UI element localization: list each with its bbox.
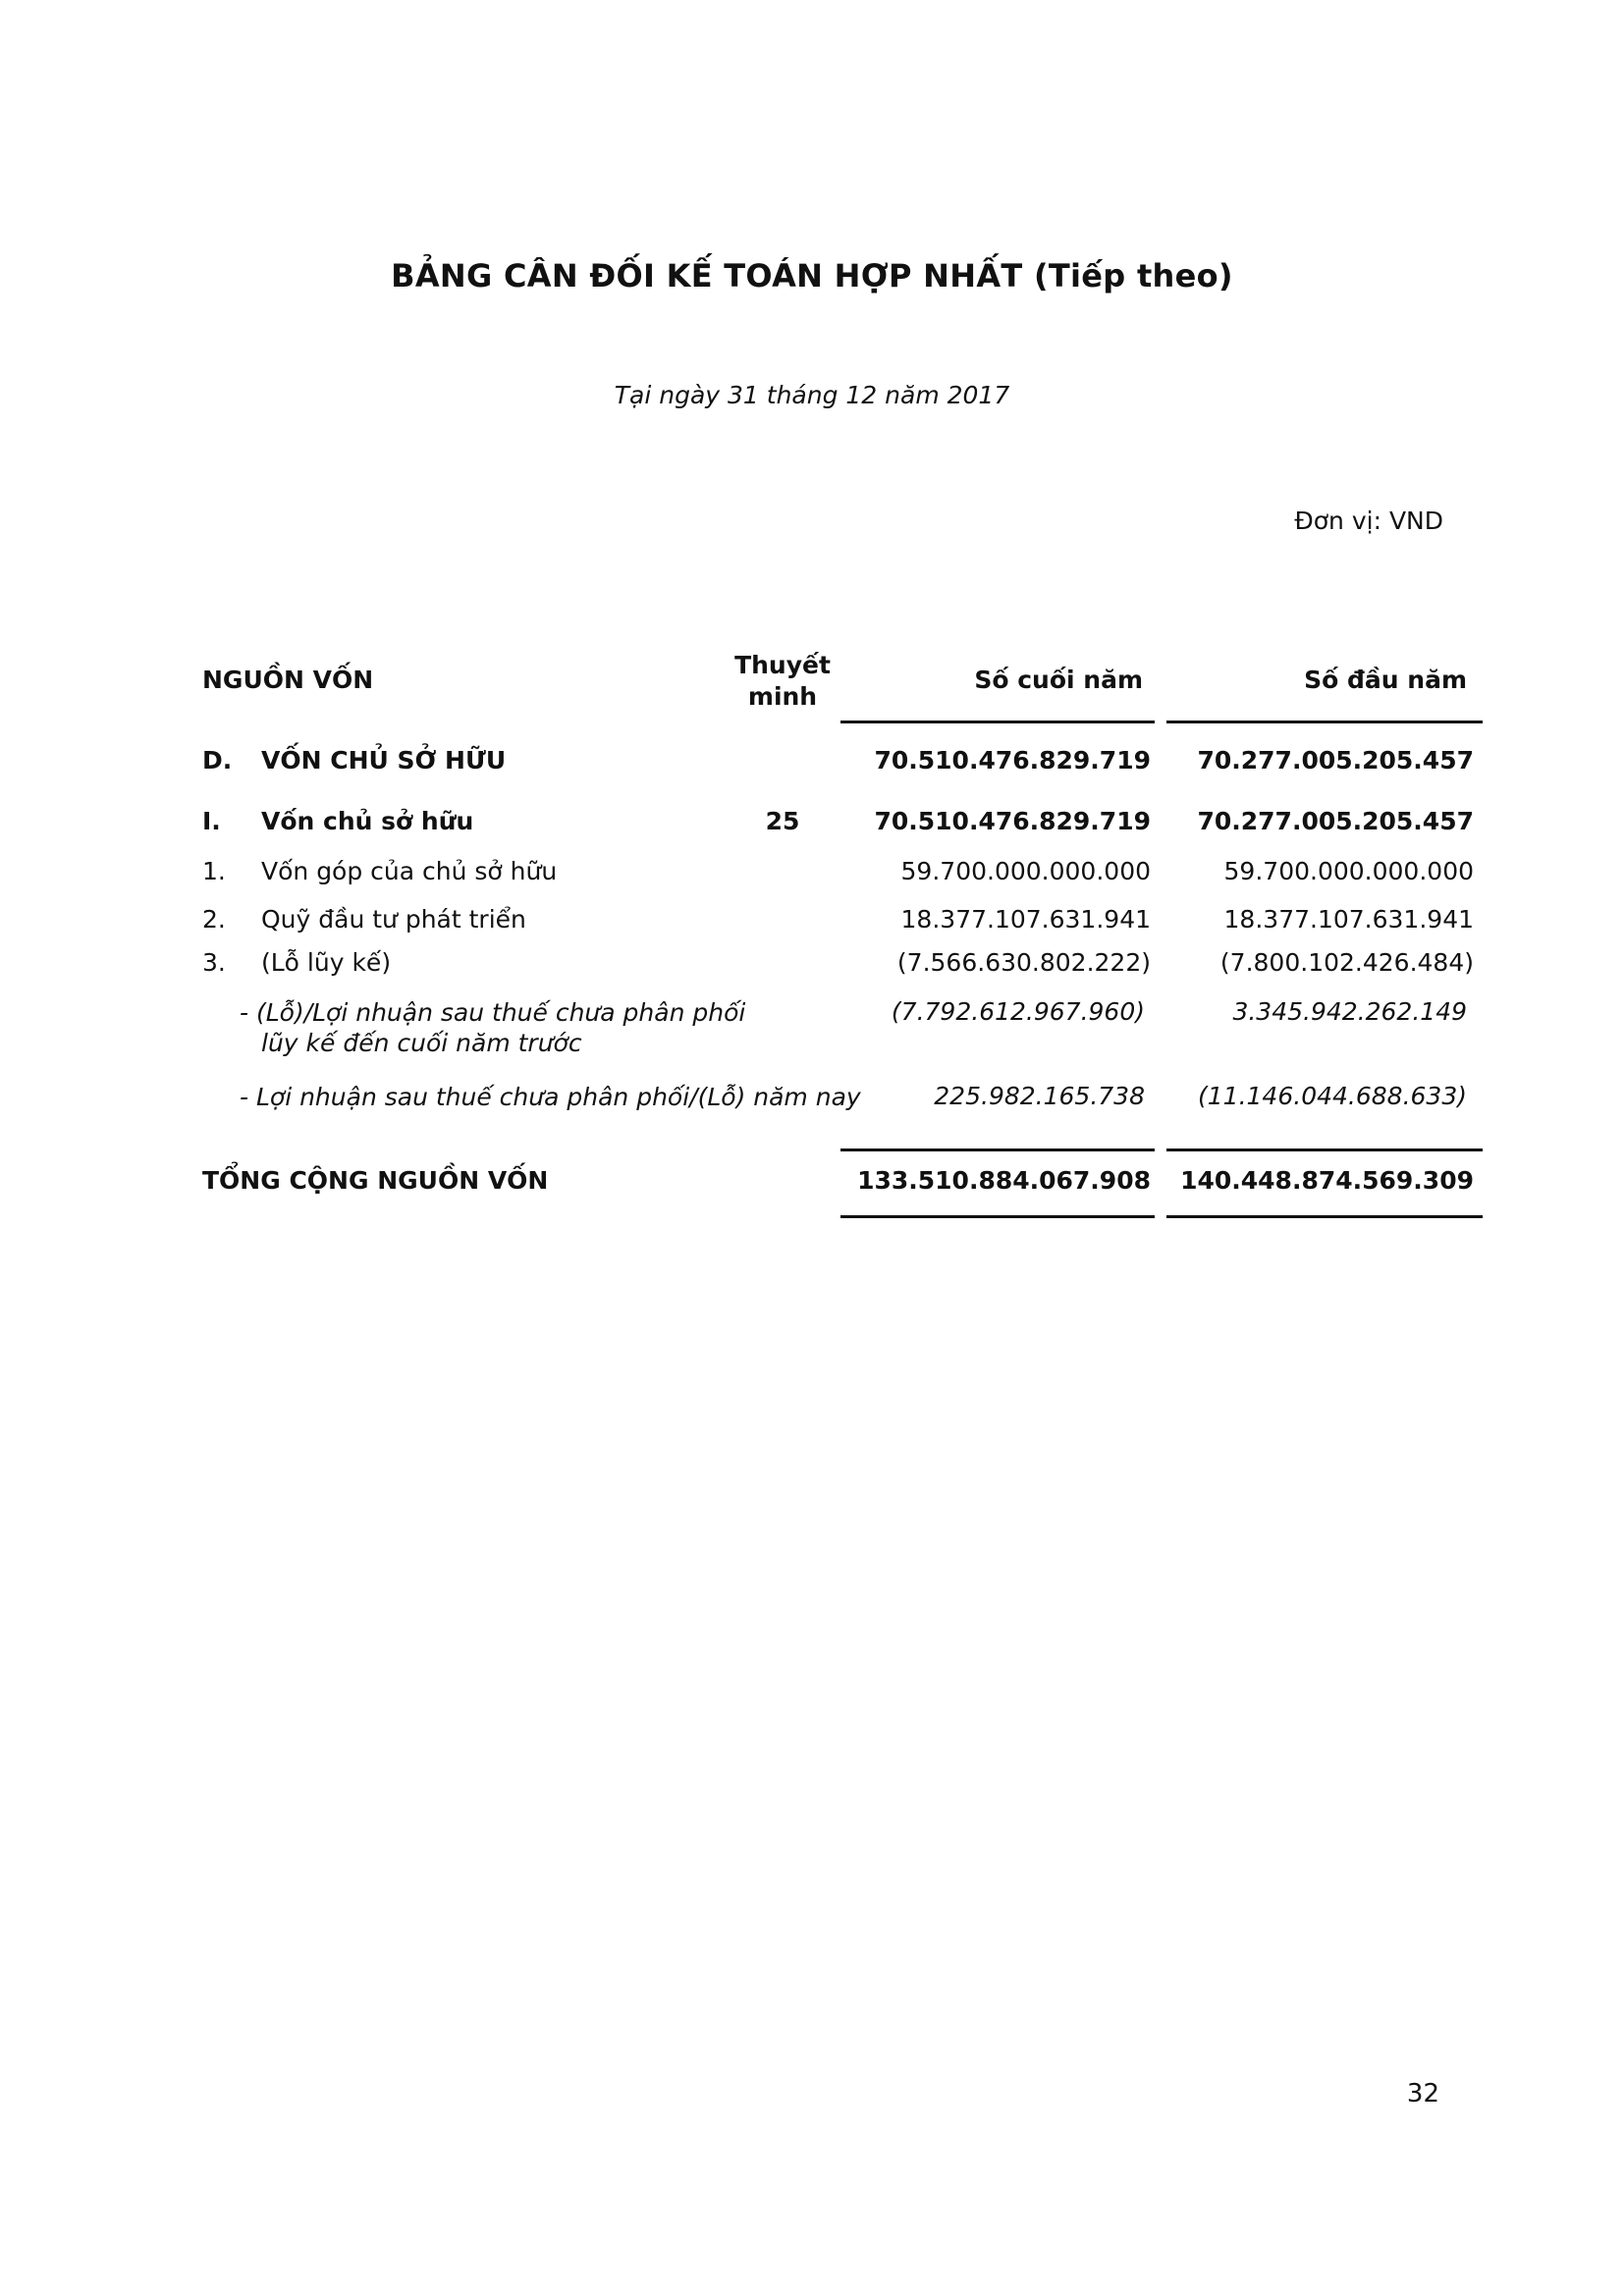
total-bottom-rule-end <box>840 1215 1155 1218</box>
currency-unit: Đơn vị: VND <box>1294 507 1443 535</box>
row-code: 2. <box>202 905 226 934</box>
header-label: NGUỒN VỐN <box>202 666 374 694</box>
row-begin-value: (7.800.102.426.484) <box>1219 948 1474 977</box>
row-end-value: (7.566.630.802.222) <box>896 948 1151 977</box>
document-date: Tại ngày 31 tháng 12 năm 2017 <box>614 381 1010 409</box>
row-label: Vốn góp của chủ sở hữu <box>261 857 558 885</box>
total-top-rule-begin <box>1166 1148 1483 1151</box>
row-code: 3. <box>202 948 226 977</box>
header-rule-begin <box>1166 721 1483 723</box>
row-end-value: (7.792.612.967.960) <box>891 997 1145 1026</box>
row-begin-value: 3.345.942.262.149 <box>1232 997 1467 1026</box>
row-label-line1: - (Lỗ)/Lợi nhuận sau thuế chưa phân phối <box>240 998 746 1027</box>
row-begin-value: 70.277.005.205.457 <box>1197 807 1474 835</box>
page-number: 32 <box>1406 2079 1439 2109</box>
total-bottom-rule-begin <box>1166 1215 1483 1218</box>
row-note: 25 <box>765 807 800 835</box>
row-code: I. <box>202 807 221 835</box>
header-note <box>729 650 837 713</box>
row-label-line2: lũy kế đến cuối năm trước <box>261 1029 582 1057</box>
row-begin-value: 59.700.000.000.000 <box>1223 857 1474 885</box>
row-end-value: 225.982.165.738 <box>934 1082 1145 1110</box>
header-note-line1: Thuyết <box>734 651 831 679</box>
header-end-of-year: Số cuối năm <box>974 666 1143 694</box>
total-begin-value: 140.448.874.569.309 <box>1180 1166 1474 1195</box>
row-label <box>240 997 745 1058</box>
row-label: Quỹ đầu tư phát triển <box>261 905 526 934</box>
header-beginning-of-year: Số đầu năm <box>1304 666 1467 694</box>
row-begin-value: (11.146.044.688.633) <box>1198 1082 1467 1110</box>
row-label: (Lỗ lũy kế) <box>261 948 392 977</box>
row-code: D. <box>202 746 233 774</box>
row-begin-value: 18.377.107.631.941 <box>1223 905 1474 934</box>
total-label: TỔNG CỘNG NGUỒN VỐN <box>202 1166 549 1195</box>
total-end-value: 133.510.884.067.908 <box>857 1166 1151 1195</box>
row-label: VỐN CHỦ SỞ HỮU <box>261 746 507 774</box>
document-title: BẢNG CÂN ĐỐI KẾ TOÁN HỢP NHẤT (Tiếp theo) <box>391 257 1233 294</box>
total-top-rule-end <box>840 1148 1155 1151</box>
header-rule-end <box>840 721 1155 723</box>
row-begin-value: 70.277.005.205.457 <box>1197 746 1474 774</box>
row-end-value: 70.510.476.829.719 <box>874 807 1151 835</box>
row-end-value: 70.510.476.829.719 <box>874 746 1151 774</box>
row-end-value: 59.700.000.000.000 <box>900 857 1151 885</box>
row-code: 1. <box>202 857 226 885</box>
row-label: Vốn chủ sở hữu <box>261 807 474 835</box>
row-end-value: 18.377.107.631.941 <box>900 905 1151 934</box>
header-note-line2: minh <box>747 682 818 711</box>
row-label: - Lợi nhuận sau thuế chưa phân phối/(Lỗ) năm nay <box>240 1083 861 1111</box>
